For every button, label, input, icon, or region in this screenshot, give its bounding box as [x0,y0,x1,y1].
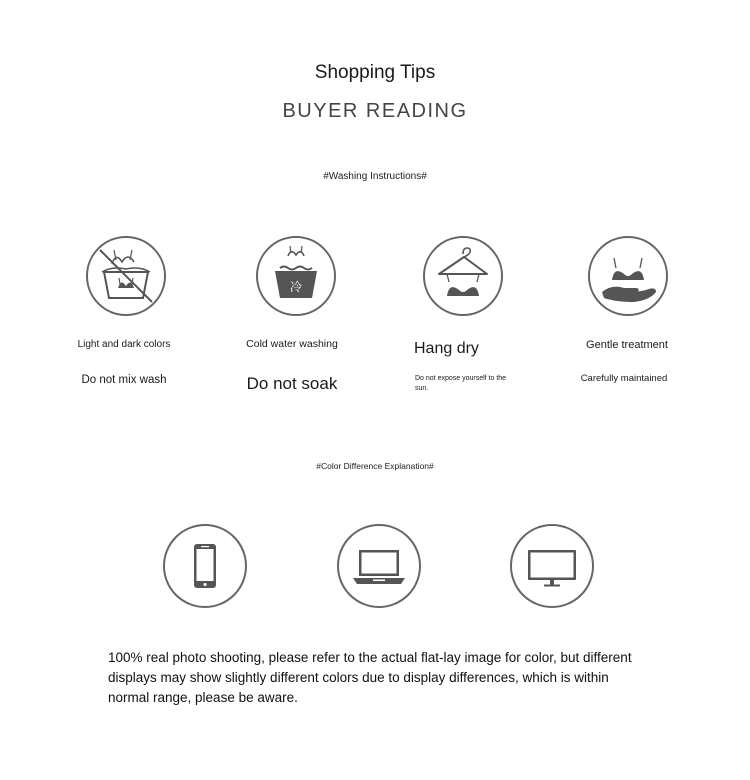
laptop-icon [337,524,421,608]
smartphone-icon [163,524,247,608]
cold-water-wash-icon [256,236,336,316]
color-difference-note: 100% real photo shooting, please refer to the actual flat-lay image for color, but different displays may show slightly different colors due to display differences, which is within normal range, please be aware. [108,650,632,705]
hang-dry-icon [423,236,503,316]
monitor-icon [510,524,594,608]
washing-caption-4: Gentle treatment [586,339,668,351]
washing-note-3: Do not expose yourself to the sun. [415,375,507,392]
gentle-care-icon [588,236,668,316]
page-subtitle: BUYER READING [282,100,468,122]
no-mix-wash-icon [86,236,166,316]
washing-note-2: Do not soak [246,374,338,393]
washing-note-1: Do not mix wash [81,374,167,386]
page-title: Shopping Tips [314,62,436,83]
washing-caption-3: Hang dry [414,340,479,357]
washing-note-4: Carefully maintained [580,373,668,384]
washing-caption-2: Cold water washing [246,338,338,350]
color-difference-section-label: #Color Difference Explanation# [316,461,434,471]
cold-glyph: 冷 [289,280,303,294]
washing-caption-1: Light and dark colors [77,339,171,350]
washing-section-label: #Washing Instructions# [323,171,427,182]
